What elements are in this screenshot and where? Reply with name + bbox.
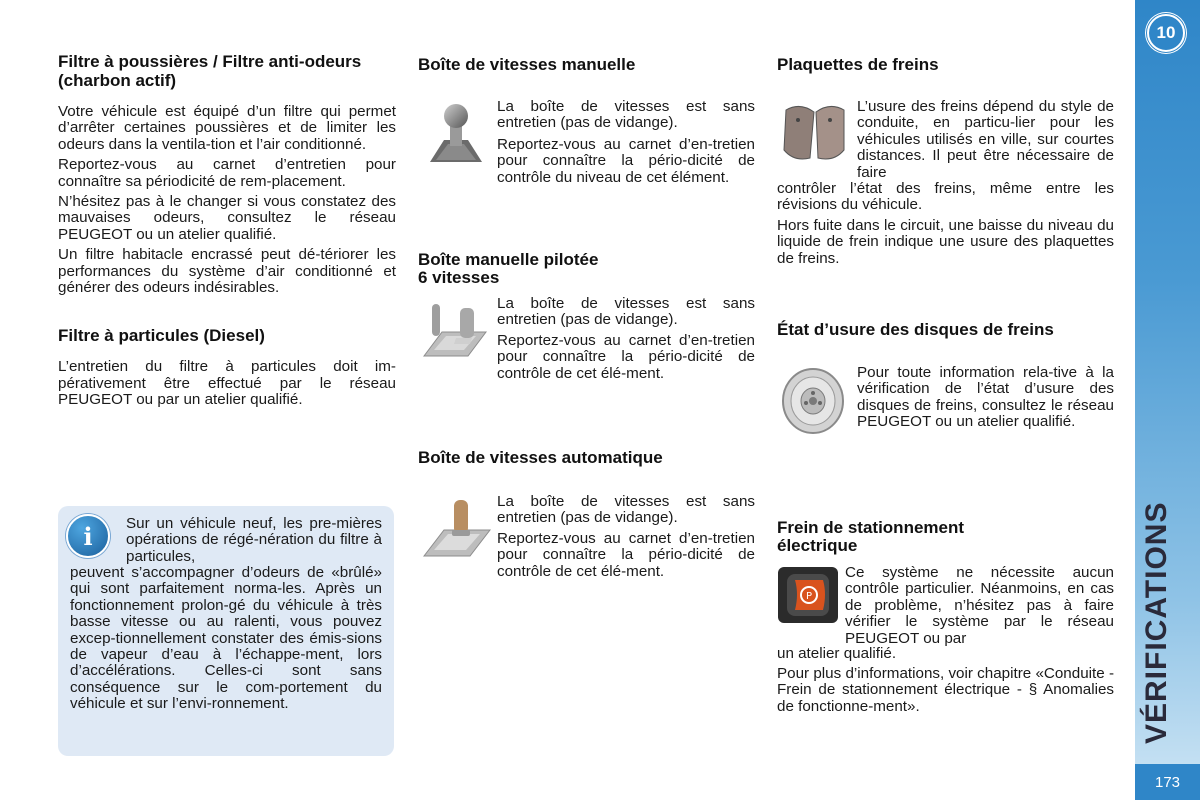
filter-paragraph-1: Votre véhicule est équipé d’un filtre qui permet d’arrêter certaines poussières et de limiter les odeurs dans la ventila-tion et l’air conditionné. xyxy=(58,103,396,153)
chapter-badge xyxy=(1145,12,1187,54)
chapter-number: 10 xyxy=(1147,14,1185,52)
manual-paragraph-1: La boîte de vitesses est sans entretien (pas de vidange). xyxy=(497,98,755,132)
automatic-gearbox-title: Boîte de vitesses automatique xyxy=(418,448,663,467)
brake-discs-paragraph: Pour toute information rela-tive à la vérification de l’état d’usure des disques de freins, consultez le réseau PEUGEOT ou un atelier qualifié. xyxy=(857,364,1114,431)
brake-discs-title: État d’usure des disques de freins xyxy=(777,320,1054,339)
manual-paragraph-2: Reportez-vous au carnet d’en-tretien pour connaître la pério-dicité de contrôle du niveau de cet élément. xyxy=(497,136,755,186)
page-number: 173 xyxy=(1135,764,1200,800)
parking-brake-lead: Ce système ne nécessite aucun contrôle particulier. Néanmoins, en cas de problème, n’hésitez pas à faire vérifier le système par le réseau PEUGEOT ou par xyxy=(845,564,1114,647)
chapter-title: VÉRIFICATIONS xyxy=(1140,501,1173,744)
gear-knob-icon xyxy=(422,102,490,170)
particles-paragraph: L’entretien du filtre à particules doit im-pérativement être effectué par le réseau PEUGEOT ou par un atelier qualifié. xyxy=(58,358,396,409)
brake-pads-continued: contrôler l’état des freins, même entre les révisions du véhicule. xyxy=(777,180,1114,214)
automatic-paragraph-1: La boîte de vitesses est sans entretien (pas de vidange). xyxy=(497,493,755,527)
manual-gearbox-title: Boîte de vitesses manuelle xyxy=(418,55,636,74)
parking-brake-title-line2: électrique xyxy=(777,536,858,555)
column-left xyxy=(58,52,396,413)
filter-title: Filtre à poussières / Filtre anti-odeurs (charbon actif) xyxy=(58,52,362,90)
brake-disc-icon xyxy=(778,366,848,436)
svg-text:P: P xyxy=(805,591,813,602)
filter-paragraph-2: Reportez-vous au carnet d’entretien pour connaître sa périodicité de rem-placement. xyxy=(58,156,396,190)
info-text-body: peuvent s’accompagner d’odeurs de «brûlé» qui sont parfaitement norma-les. Après un fonctionnement prolon-gé du véhicule à très basse vitesse ou au ralenti, vous pouvez excep-tionnellement constater des émis-sions de vapeur d’eau à l’échappe-ment, lors d’accélérations. Celles-ci sont sans conséquence sur le com-portement du véhicule et sur l’envi-ronnement. xyxy=(70,564,382,713)
piloted-gearbox-title-line2: 6 vitesses xyxy=(418,268,500,287)
brake-pads-title: Plaquettes de freins xyxy=(777,55,939,74)
info-icon: i xyxy=(66,514,110,558)
piloted-gearbox-title-line1: Boîte manuelle pilotée xyxy=(418,250,599,269)
brake-pads-paragraph-2: Hors fuite dans le circuit, une baisse du niveau du liquide de frein indique une usure des plaquettes de freins. xyxy=(777,217,1114,267)
brake-pads-lead: L’usure des freins dépend du style de conduite, en particu-lier pour les véhicules utilisés en ville, sur courtes distances. Il peut être nécessaire de faire xyxy=(857,98,1114,181)
piloted-paragraph-1: La boîte de vitesses est sans entretien (pas de vidange). xyxy=(497,295,755,329)
parking-brake-title-line1: Frein de stationnement xyxy=(777,518,965,537)
automatic-gear-selector-icon xyxy=(420,494,494,566)
parking-brake-continued: un atelier qualifié. xyxy=(777,645,897,662)
parking-brake-switch-icon xyxy=(777,566,839,624)
piloted-paragraph-2: Reportez-vous au carnet d’en-tretien pour connaître la pério-dicité de contrôle de cet élé-ment. xyxy=(497,332,755,382)
filter-paragraph-3: N’hésitez pas à le changer si vous constatez des mauvaises odeurs, consultez le réseau PEUGEOT ou un atelier qualifié. xyxy=(58,193,396,243)
parking-brake-paragraph-2: Pour plus d’informations, voir chapitre «Conduite - Frein de stationnement électrique - § Anomalies de fonctionne-ment». xyxy=(777,665,1114,715)
brake-pads-icon xyxy=(778,100,850,166)
info-text-lead: Sur un véhicule neuf, les pre-mières opérations de régé-nération du filtre à particules, xyxy=(126,515,382,565)
automatic-paragraph-2: Reportez-vous au carnet d’en-tretien pour connaître la pério-dicité de contrôle de cet élé-ment. xyxy=(497,530,755,580)
particles-title: Filtre à particules (Diesel) xyxy=(58,326,265,346)
filter-paragraph-4: Un filtre habitacle encrassé peut dé-tériorer les performances du système d’air conditionné et générer des odeurs indésirables. xyxy=(58,246,396,297)
piloted-gear-selector-icon xyxy=(420,298,490,366)
